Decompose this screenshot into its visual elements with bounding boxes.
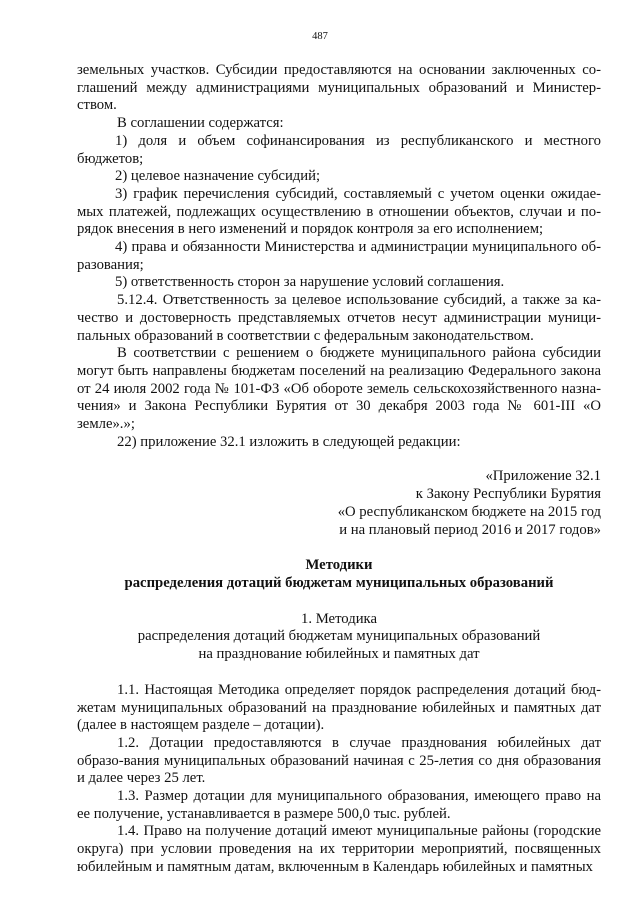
paragraph-agreement-contains: В соглашении содержатся: (117, 115, 284, 132)
paragraph-1-4: 1.4. Право на получение дотаций имеют муниципальные районы (городские округа) при условии проведения на их территории мероприятий, посвященных юбилейным и памятным датам, включенным в Календарь юбилейных и памятных (77, 823, 601, 875)
paragraph-land-subsidies: земельных участков. Субсидии предоставляются на основании заключенных со-глашений между администрациями муниципальных образований и Министер-ством. (77, 62, 601, 114)
title-line-2: распределения дотаций бюджетам муниципальных образований (124, 574, 554, 591)
list-item-4: 4) права и обязанности Министерства и администрации муниципального об-разования; (77, 239, 601, 273)
list-item-1: 1) доля и объем софинансирования из республиканского и местного бюджетов; (77, 132, 601, 167)
paragraph-municipal-budget: В соответствии с решением о бюджете муниципального района субсидии могут быть направлены бюджетам поселений на реализацию Федерального закона от 24 июля 2002 года № 101-ФЗ «Об обороте земель сельскохозяйственного назна-чения» и Закона Республики Бурятия от 30 декабря 2003 года № 601-III «О земле».»; (77, 345, 601, 433)
appendix-line-3: «О республиканском бюджете на 2015 год (337, 503, 601, 520)
title-line-1: Методики (305, 557, 373, 574)
paragraph-1-2: 1.2. Дотации предоставляются в случае празднования юбилейных дат образо-вания муниципальных образований начиная с 25-летия со дня образования и далее через 25 лет. (77, 734, 601, 787)
paragraph-appendix-22: 22) приложение 32.1 изложить в следующей редакции: (117, 433, 461, 450)
document-body (77, 62, 601, 877)
paragraph-5-12-4: 5.12.4. Ответственность за целевое использование субсидий, а также за ка-чество и достоверность представляемых отчетов несут администрации муници-пальных образований в соответствии с федеральным законодательством. (77, 292, 601, 344)
appendix-reference (77, 468, 601, 539)
section-heading (77, 611, 601, 664)
appendix-line-2: к Закону Республики Бурятия (415, 486, 601, 503)
page-number: 487 (312, 31, 328, 42)
subtitle-line-3: на празднование юбилейных и памятных дат (198, 646, 480, 663)
paragraph-1-3: 1.3. Размер дотации для муниципального образования, имеющего право на ее получение, устанавливается в размере 500,0 тыс. рублей. (77, 788, 601, 822)
subtitle-line-1: 1. Методика (301, 610, 377, 627)
appendix-line-4: и на плановый период 2016 и 2017 годов» (339, 521, 601, 538)
list-item-3: 3) график перечисления субсидий, составляемый с учетом оценки ожидае-мых платежей, подлежащих осуществлению в отношении объектов, случаи и по-рядок внесения в него изменений и порядок контроля за его исполнением; (77, 185, 601, 238)
paragraph-1-1: 1.1. Настоящая Методика определяет порядок распределения дотаций бюд-жетам муниципальных образований на празднование юбилейных и памятных дат (далее в настоящем разделе – дотации). (77, 681, 601, 734)
appendix-line-1: «Приложение 32.1 (485, 468, 601, 485)
subtitle-line-2: распределения дотаций бюджетам муниципальных образований (137, 628, 541, 645)
list-item-5: 5) ответственность сторон за нарушение условий соглашения. (115, 274, 505, 291)
list-item-2: 2) целевое назначение субсидий; (115, 168, 321, 185)
document-title (77, 557, 601, 592)
